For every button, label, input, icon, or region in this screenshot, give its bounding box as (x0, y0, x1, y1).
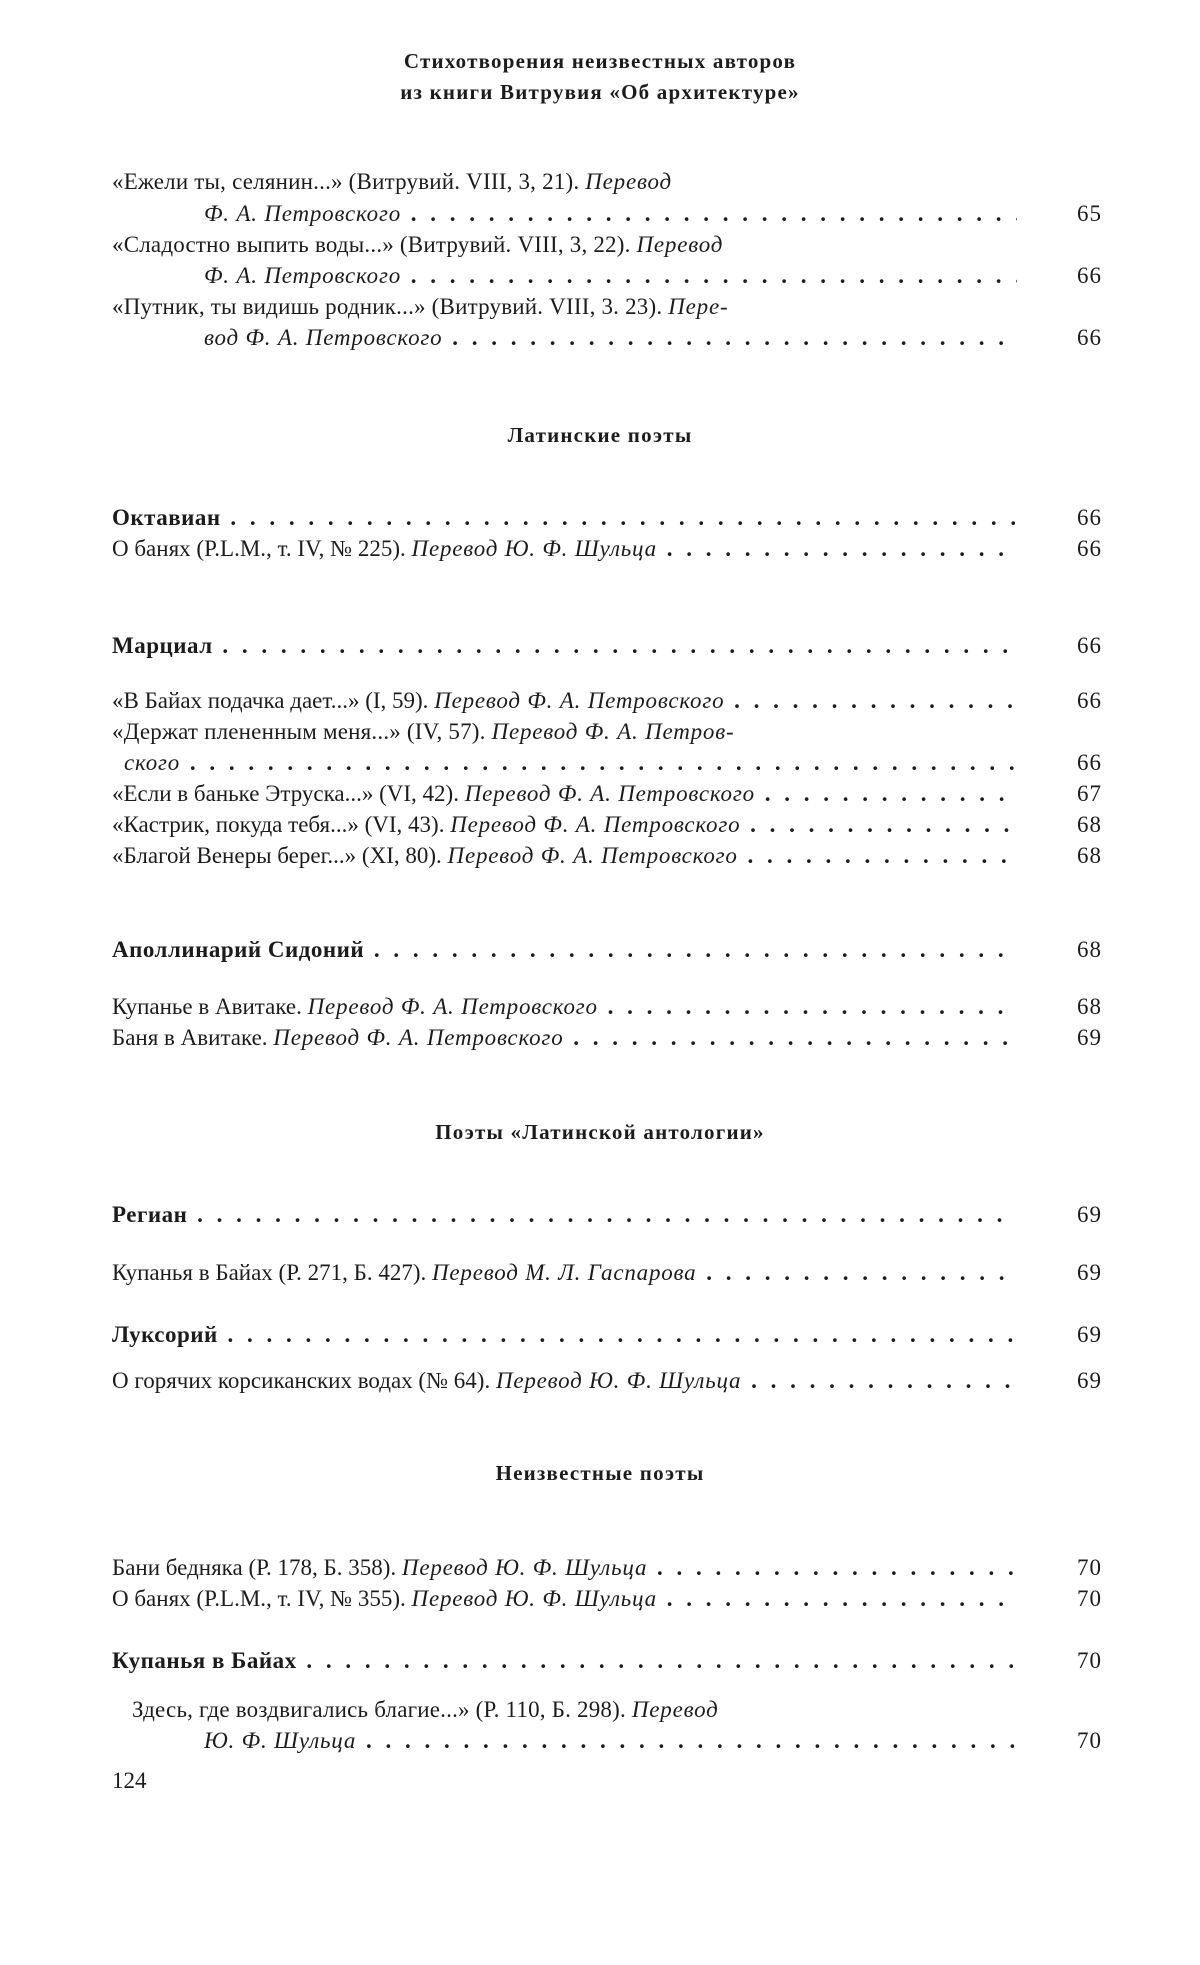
entry-title: О горячих корсиканских водах (№ 64). (112, 1368, 491, 1393)
entry-translator: Перевод Ф. А. Петровского (307, 994, 598, 1019)
author-name: Региан (112, 1202, 188, 1227)
entry-title: Купанье в Авитаке. (112, 994, 302, 1019)
entry-title: Бани бедняка (Р. 178, Б. 358). (112, 1555, 397, 1580)
page-number: 66 (1077, 536, 1102, 561)
author-name: Марциал (112, 633, 213, 658)
toc-author (112, 935, 1102, 965)
page-number: 66 (1077, 505, 1102, 530)
entry-translator: Пере- (668, 294, 729, 319)
toc-entry-line (112, 1695, 1102, 1725)
author-name: Луксорий (112, 1322, 218, 1347)
entry-title: «Кастрик, покуда тебя...» (VI, 43). (112, 812, 445, 837)
toc-author (112, 1200, 1102, 1230)
entry-translator: Перевод Ю. Ф. Шульца (411, 536, 657, 561)
section-name: Купанья в Байах (112, 1648, 297, 1673)
entry-translator: Перевод (631, 1697, 719, 1722)
entry-title: Купанья в Байах (Р. 271, Б. 427). (112, 1260, 427, 1285)
toc-entry-line (112, 167, 1102, 197)
entry-translator: Ю. Ф. Шульца (204, 1728, 357, 1753)
entry-translator: ского (124, 750, 181, 775)
section-heading-vitruvius-line2: из книги Витрувия «Об архитектуре» (400, 80, 800, 104)
entry-translator: Перевод Ф. А. Петровского (464, 781, 755, 806)
toc-author (112, 1320, 1102, 1350)
section-heading-anthology-poets: Поэты «Латинской антологии» (435, 1120, 765, 1144)
toc-entry (112, 1258, 1102, 1288)
author-name: Аполлинарий Сидоний (112, 937, 365, 962)
toc-author (112, 1646, 1102, 1676)
entry-title: «Путник, ты видишь родник...» (Витрувий. VIII, 3. 23). (112, 294, 663, 319)
page-number: 66 (1077, 750, 1102, 775)
entry-title: «Благой Венеры берег...» (XI, 80). (112, 843, 442, 868)
toc-entry (112, 199, 1102, 229)
toc-entry (112, 686, 1102, 716)
toc-entry (112, 1366, 1102, 1396)
toc-entry (112, 323, 1102, 353)
entry-translator: Перевод Ю. Ф. Шульца (401, 1555, 648, 1580)
entry-translator: Перевод Ф. А. Петров- (491, 719, 735, 744)
page-number: 67 (1077, 781, 1102, 806)
section-heading-unknown-poets: Неизвестные поэты (495, 1461, 705, 1485)
entry-translator: вод Ф. А. Петровского (204, 325, 443, 350)
toc-entry (112, 1023, 1102, 1053)
section-heading-latin-poets: Латинские поэты (507, 423, 693, 447)
entry-title: «Держат плененным меня...» (IV, 57). (112, 719, 486, 744)
entry-translator: Перевод Ф. А. Петровского (450, 812, 741, 837)
entry-title: «Сладостно выпить воды...» (Витрувий. VIII, 3, 22). (112, 232, 631, 257)
entry-title: Баня в Авитаке. (112, 1025, 268, 1050)
entry-translator: Перевод (585, 169, 672, 194)
page-number: 66 (1077, 633, 1102, 658)
toc-author (112, 503, 1102, 533)
toc-entry-line (112, 717, 1102, 747)
page-number: 69 (1077, 1025, 1102, 1050)
toc-entry (112, 841, 1102, 871)
page-number: 69 (1077, 1260, 1102, 1285)
page-number: 70 (1077, 1555, 1102, 1580)
page-number: 68 (1077, 812, 1102, 837)
section-heading-vitruvius-line1: Стихотворения неизвестных авторов (403, 49, 797, 73)
toc-entry (112, 1584, 1102, 1614)
toc-entry (112, 779, 1102, 809)
page-number: 65 (1077, 201, 1102, 226)
toc-entry (112, 261, 1102, 291)
entry-translator: Ф. А. Петровского (204, 201, 402, 226)
entry-translator: Перевод М. Л. Гаспарова (432, 1260, 697, 1285)
toc-entry (112, 810, 1102, 840)
page-number: 70 (1077, 1648, 1102, 1673)
page-number: 66 (1077, 325, 1102, 350)
toc-author (112, 631, 1102, 661)
entry-translator: Ф. А. Петровского (204, 263, 402, 288)
toc-entry (112, 1726, 1102, 1756)
entry-translator: Перевод (636, 232, 724, 257)
entry-title: «Ежели ты, селянин...» (Витрувий. VIII, 3, 21). (112, 169, 580, 194)
entry-title: Здесь, где воздвигались благие...» (Р. 110, Б. 298). (132, 1697, 626, 1722)
page-number: 68 (1077, 843, 1102, 868)
entry-title: «В Байах подачка дает...» (I, 59). (112, 688, 429, 713)
page-number: 66 (1077, 263, 1102, 288)
entry-translator: Перевод Ю. Ф. Шульца (411, 1586, 657, 1611)
entry-translator: Перевод Ф. А. Петровского (273, 1025, 564, 1050)
page-number: 70 (1077, 1586, 1102, 1611)
page-number: 66 (1077, 688, 1102, 713)
page-number: 68 (1077, 937, 1102, 962)
entry-translator: Перевод Ф. А. Петровского (447, 843, 738, 868)
toc-entry (112, 1553, 1102, 1583)
entry-title: «Если в баньке Этруска...» (VI, 42). (112, 781, 459, 806)
toc-entry (112, 748, 1102, 778)
entry-translator: Перевод Ю. Ф. Шульца (495, 1368, 742, 1393)
toc-entry-line (112, 292, 1102, 322)
page-number: 69 (1077, 1368, 1102, 1393)
page-number: 69 (1077, 1322, 1102, 1347)
toc-entry (112, 534, 1102, 564)
entry-title: О банях (P.L.M., т. IV, № 355). (112, 1586, 406, 1611)
page-number: 69 (1077, 1202, 1102, 1227)
page-number: 68 (1077, 994, 1102, 1019)
folio-page-number: 124 (112, 1768, 147, 1793)
entry-translator: Перевод Ф. А. Петровского (434, 688, 725, 713)
author-name: Октавиан (112, 505, 221, 530)
entry-title: О банях (P.L.M., т. IV, № 225). (112, 536, 406, 561)
page-number: 70 (1077, 1728, 1102, 1753)
toc-entry (112, 992, 1102, 1022)
toc-entry-line (112, 230, 1102, 260)
